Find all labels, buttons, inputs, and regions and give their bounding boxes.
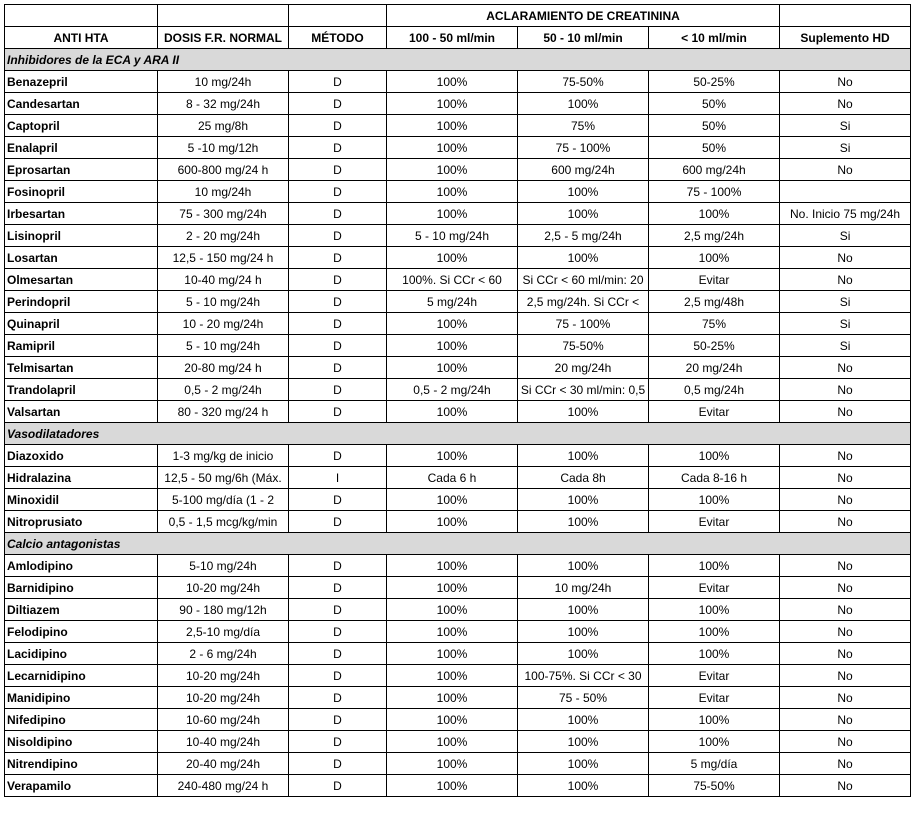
normal-dose-cell: 10-40 mg/24 h — [158, 269, 289, 291]
method-cell: D — [289, 445, 387, 467]
normal-dose-cell: 2,5-10 mg/día — [158, 621, 289, 643]
ccr-100-50-cell: 100% — [387, 511, 518, 533]
normal-dose-cell: 0,5 - 1,5 mcg/kg/min — [158, 511, 289, 533]
hd-supplement-cell: Si — [780, 291, 911, 313]
table-row — [5, 93, 911, 115]
ccr-100-50-cell: 100%. Si CCr < 60 — [387, 269, 518, 291]
ccr-under-10-cell: 2,5 mg/24h — [649, 225, 780, 247]
normal-dose-cell: 10-40 mg/24h — [158, 731, 289, 753]
table-row — [5, 313, 911, 335]
ccr-under-10-cell: 20 mg/24h — [649, 357, 780, 379]
ccr-50-10-cell: 75% — [518, 115, 649, 137]
drug-name-cell: Trandolapril — [5, 379, 158, 401]
table-row — [5, 511, 911, 533]
hd-supplement-cell: No — [780, 555, 911, 577]
ccr-50-10-cell: 100% — [518, 401, 649, 423]
ccr-under-10-cell: 100% — [649, 599, 780, 621]
method-cell: D — [289, 401, 387, 423]
table-row — [5, 357, 911, 379]
normal-dose-cell: 90 - 180 mg/12h — [158, 599, 289, 621]
drug-name-cell: Ramipril — [5, 335, 158, 357]
table-row — [5, 555, 911, 577]
ccr-100-50-cell: 100% — [387, 753, 518, 775]
hd-supplement-cell: No — [780, 247, 911, 269]
drug-name-cell: Enalapril — [5, 137, 158, 159]
method-cell: D — [289, 357, 387, 379]
method-cell: D — [289, 137, 387, 159]
method-cell: I — [289, 467, 387, 489]
normal-dose-cell: 2 - 6 mg/24h — [158, 643, 289, 665]
table-row — [5, 115, 911, 137]
ccr-under-10-cell: Evitar — [649, 577, 780, 599]
ccr-50-10-cell: 100% — [518, 643, 649, 665]
hd-supplement-cell: Si — [780, 115, 911, 137]
column-header-ccr-100-50: 100 - 50 ml/min — [387, 27, 518, 49]
drug-name-cell: Eprosartan — [5, 159, 158, 181]
hd-supplement-cell: No — [780, 753, 911, 775]
column-header-ccr-under-10: < 10 ml/min — [649, 27, 780, 49]
table-row — [5, 643, 911, 665]
table-row — [5, 467, 911, 489]
ccr-under-10-cell: 2,5 mg/48h — [649, 291, 780, 313]
ccr-100-50-cell: 100% — [387, 775, 518, 797]
drug-name-cell: Lecarnidipino — [5, 665, 158, 687]
ccr-100-50-cell: 100% — [387, 401, 518, 423]
drug-name-cell: Lisinopril — [5, 225, 158, 247]
section-row — [5, 423, 911, 445]
ccr-50-10-cell: 100% — [518, 247, 649, 269]
hd-supplement-cell: No — [780, 577, 911, 599]
table-row — [5, 379, 911, 401]
table-header — [5, 5, 911, 49]
hd-supplement-cell: No — [780, 71, 911, 93]
table-row — [5, 401, 911, 423]
method-cell: D — [289, 181, 387, 203]
ccr-100-50-cell: 0,5 - 2 mg/24h — [387, 379, 518, 401]
ccr-under-10-cell: Evitar — [649, 511, 780, 533]
table-row — [5, 291, 911, 313]
ccr-under-10-cell: 75% — [649, 313, 780, 335]
ccr-50-10-cell: Cada 8h — [518, 467, 649, 489]
drug-name-cell: Nitroprusiato — [5, 511, 158, 533]
drug-name-cell: Nifedipino — [5, 709, 158, 731]
ccr-100-50-cell: 100% — [387, 335, 518, 357]
header-blank-cell — [780, 5, 911, 27]
ccr-under-10-cell: Evitar — [649, 401, 780, 423]
normal-dose-cell: 75 - 300 mg/24h — [158, 203, 289, 225]
normal-dose-cell: 5 - 10 mg/24h — [158, 335, 289, 357]
section-row — [5, 49, 911, 71]
method-cell: D — [289, 159, 387, 181]
normal-dose-cell: 25 mg/8h — [158, 115, 289, 137]
section-title: Inhibidores de la ECA y ARA II — [5, 49, 911, 71]
hd-supplement-cell: No. Inicio 75 mg/24h — [780, 203, 911, 225]
ccr-100-50-cell: 100% — [387, 709, 518, 731]
ccr-50-10-cell: 100% — [518, 555, 649, 577]
table-row — [5, 775, 911, 797]
ccr-50-10-cell: 2,5 - 5 mg/24h — [518, 225, 649, 247]
drug-name-cell: Diazoxido — [5, 445, 158, 467]
hd-supplement-cell: Si — [780, 313, 911, 335]
drug-name-cell: Manidipino — [5, 687, 158, 709]
ccr-50-10-cell: 2,5 mg/24h. Si CCr < — [518, 291, 649, 313]
hd-supplement-cell: No — [780, 269, 911, 291]
drug-name-cell: Telmisartan — [5, 357, 158, 379]
method-cell: D — [289, 269, 387, 291]
drug-name-cell: Valsartan — [5, 401, 158, 423]
ccr-100-50-cell: 100% — [387, 665, 518, 687]
ccr-under-10-cell: Cada 8-16 h — [649, 467, 780, 489]
table-row — [5, 445, 911, 467]
hd-supplement-cell — [780, 181, 911, 203]
ccr-50-10-cell: 100% — [518, 445, 649, 467]
normal-dose-cell: 12,5 - 50 mg/6h (Máx. — [158, 467, 289, 489]
hd-supplement-cell: No — [780, 357, 911, 379]
table-row — [5, 577, 911, 599]
ccr-under-10-cell: 100% — [649, 709, 780, 731]
method-cell: D — [289, 291, 387, 313]
hd-supplement-cell: No — [780, 159, 911, 181]
ccr-under-10-cell: 100% — [649, 247, 780, 269]
normal-dose-cell: 240-480 mg/24 h — [158, 775, 289, 797]
table-row — [5, 137, 911, 159]
ccr-100-50-cell: 100% — [387, 115, 518, 137]
ccr-100-50-cell: 100% — [387, 577, 518, 599]
table-row — [5, 709, 911, 731]
table-row — [5, 753, 911, 775]
ccr-50-10-cell: 75 - 50% — [518, 687, 649, 709]
ccr-50-10-cell: 100% — [518, 731, 649, 753]
ccr-100-50-cell: 5 mg/24h — [387, 291, 518, 313]
column-header-drug: ANTI HTA — [5, 27, 158, 49]
normal-dose-cell: 1-3 mg/kg de inicio — [158, 445, 289, 467]
ccr-50-10-cell: 100% — [518, 775, 649, 797]
ccr-under-10-cell: Evitar — [649, 665, 780, 687]
ccr-100-50-cell: 100% — [387, 445, 518, 467]
normal-dose-cell: 8 - 32 mg/24h — [158, 93, 289, 115]
method-cell: D — [289, 511, 387, 533]
drug-name-cell: Amlodipino — [5, 555, 158, 577]
method-cell: D — [289, 313, 387, 335]
method-cell: D — [289, 753, 387, 775]
table-row — [5, 621, 911, 643]
drug-name-cell: Captopril — [5, 115, 158, 137]
ccr-100-50-cell: 100% — [387, 599, 518, 621]
hd-supplement-cell: Si — [780, 335, 911, 357]
hd-supplement-cell: No — [780, 621, 911, 643]
ccr-100-50-cell: 100% — [387, 93, 518, 115]
ccr-50-10-cell: Si CCr < 60 ml/min: 20 — [518, 269, 649, 291]
normal-dose-cell: 20-40 mg/24h — [158, 753, 289, 775]
ccr-under-10-cell: Evitar — [649, 687, 780, 709]
ccr-100-50-cell: 100% — [387, 313, 518, 335]
table-body — [5, 49, 911, 797]
normal-dose-cell: 5 - 10 mg/24h — [158, 291, 289, 313]
ccr-50-10-cell: 75 - 100% — [518, 313, 649, 335]
hd-supplement-cell: No — [780, 709, 911, 731]
ccr-under-10-cell: 50% — [649, 115, 780, 137]
drug-name-cell: Irbesartan — [5, 203, 158, 225]
table-row — [5, 247, 911, 269]
ccr-under-10-cell: 50% — [649, 93, 780, 115]
ccr-50-10-cell: 100% — [518, 753, 649, 775]
drug-name-cell: Fosinopril — [5, 181, 158, 203]
table-row — [5, 203, 911, 225]
hd-supplement-cell: No — [780, 731, 911, 753]
ccr-100-50-cell: 100% — [387, 621, 518, 643]
hd-supplement-cell: Si — [780, 137, 911, 159]
ccr-50-10-cell: 20 mg/24h — [518, 357, 649, 379]
header-blank-cell — [289, 5, 387, 27]
hd-supplement-cell: No — [780, 445, 911, 467]
ccr-100-50-cell: 100% — [387, 643, 518, 665]
ccr-50-10-cell: 100% — [518, 511, 649, 533]
drug-name-cell: Perindopril — [5, 291, 158, 313]
drug-name-cell: Olmesartan — [5, 269, 158, 291]
method-cell: D — [289, 93, 387, 115]
ccr-50-10-cell: Si CCr < 30 ml/min: 0,5 — [518, 379, 649, 401]
ccr-50-10-cell: 100% — [518, 709, 649, 731]
method-cell: D — [289, 643, 387, 665]
ccr-100-50-cell: 100% — [387, 137, 518, 159]
method-cell: D — [289, 599, 387, 621]
ccr-100-50-cell: 100% — [387, 687, 518, 709]
table-row — [5, 159, 911, 181]
hd-supplement-cell: No — [780, 643, 911, 665]
header-blank-cell — [5, 5, 158, 27]
hd-supplement-cell: No — [780, 599, 911, 621]
normal-dose-cell: 12,5 - 150 mg/24 h — [158, 247, 289, 269]
method-cell: D — [289, 225, 387, 247]
normal-dose-cell: 5-10 mg/24h — [158, 555, 289, 577]
column-header-hd-supplement: Suplemento HD — [780, 27, 911, 49]
drug-name-cell: Nitrendipino — [5, 753, 158, 775]
normal-dose-cell: 600-800 mg/24 h — [158, 159, 289, 181]
method-cell: D — [289, 731, 387, 753]
table-row — [5, 181, 911, 203]
drug-name-cell: Minoxidil — [5, 489, 158, 511]
ccr-100-50-cell: 100% — [387, 71, 518, 93]
method-cell: D — [289, 621, 387, 643]
ccr-50-10-cell: 100% — [518, 599, 649, 621]
hd-supplement-cell: No — [780, 489, 911, 511]
method-cell: D — [289, 489, 387, 511]
ccr-50-10-cell: 75-50% — [518, 335, 649, 357]
hd-supplement-cell: No — [780, 401, 911, 423]
ccr-under-10-cell: 50-25% — [649, 335, 780, 357]
ccr-under-10-cell: 0,5 mg/24h — [649, 379, 780, 401]
header-blank-cell — [158, 5, 289, 27]
column-header-normal-dose: DOSIS F.R. NORMAL — [158, 27, 289, 49]
ccr-100-50-cell: 5 - 10 mg/24h — [387, 225, 518, 247]
ccr-under-10-cell: 100% — [649, 731, 780, 753]
method-cell: D — [289, 335, 387, 357]
normal-dose-cell: 10 mg/24h — [158, 71, 289, 93]
hd-supplement-cell: No — [780, 687, 911, 709]
column-header-method: MÉTODO — [289, 27, 387, 49]
ccr-100-50-cell: 100% — [387, 203, 518, 225]
table-row — [5, 489, 911, 511]
table-row — [5, 687, 911, 709]
column-header-ccr-50-10: 50 - 10 ml/min — [518, 27, 649, 49]
normal-dose-cell: 5-100 mg/día (1 - 2 — [158, 489, 289, 511]
hd-supplement-cell: No — [780, 511, 911, 533]
drug-name-cell: Lacidipino — [5, 643, 158, 665]
section-row — [5, 533, 911, 555]
ccr-50-10-cell: 100% — [518, 181, 649, 203]
method-cell: D — [289, 71, 387, 93]
normal-dose-cell: 10-60 mg/24h — [158, 709, 289, 731]
table-row — [5, 335, 911, 357]
drug-name-cell: Candesartan — [5, 93, 158, 115]
ccr-under-10-cell: 100% — [649, 489, 780, 511]
method-cell: D — [289, 203, 387, 225]
ccr-50-10-cell: 100% — [518, 203, 649, 225]
ccr-50-10-cell: 600 mg/24h — [518, 159, 649, 181]
ccr-under-10-cell: Evitar — [649, 269, 780, 291]
normal-dose-cell: 10-20 mg/24h — [158, 665, 289, 687]
hd-supplement-cell: Si — [780, 225, 911, 247]
section-title: Calcio antagonistas — [5, 533, 911, 555]
creatinine-clearance-group-header: ACLARAMIENTO DE CREATININA — [387, 5, 780, 27]
normal-dose-cell: 5 -10 mg/12h — [158, 137, 289, 159]
ccr-100-50-cell: 100% — [387, 731, 518, 753]
normal-dose-cell: 10 mg/24h — [158, 181, 289, 203]
table-row — [5, 731, 911, 753]
ccr-under-10-cell: 50-25% — [649, 71, 780, 93]
ccr-under-10-cell: 75 - 100% — [649, 181, 780, 203]
method-cell: D — [289, 665, 387, 687]
method-cell: D — [289, 687, 387, 709]
method-cell: D — [289, 115, 387, 137]
ccr-100-50-cell: 100% — [387, 357, 518, 379]
method-cell: D — [289, 247, 387, 269]
drug-name-cell: Losartan — [5, 247, 158, 269]
ccr-50-10-cell: 100-75%. Si CCr < 30 — [518, 665, 649, 687]
ccr-50-10-cell: 75-50% — [518, 71, 649, 93]
hd-supplement-cell: No — [780, 775, 911, 797]
method-cell: D — [289, 709, 387, 731]
hd-supplement-cell: No — [780, 93, 911, 115]
table-row — [5, 269, 911, 291]
ccr-50-10-cell: 100% — [518, 621, 649, 643]
normal-dose-cell: 2 - 20 mg/24h — [158, 225, 289, 247]
drug-name-cell: Nisoldipino — [5, 731, 158, 753]
hd-supplement-cell: No — [780, 665, 911, 687]
ccr-50-10-cell: 100% — [518, 93, 649, 115]
method-cell: D — [289, 555, 387, 577]
method-cell: D — [289, 577, 387, 599]
ccr-under-10-cell: 100% — [649, 643, 780, 665]
ccr-100-50-cell: Cada 6 h — [387, 467, 518, 489]
table-row — [5, 225, 911, 247]
hd-supplement-cell: No — [780, 467, 911, 489]
normal-dose-cell: 20-80 mg/24 h — [158, 357, 289, 379]
normal-dose-cell: 10-20 mg/24h — [158, 687, 289, 709]
ccr-under-10-cell: 5 mg/día — [649, 753, 780, 775]
section-title: Vasodilatadores — [5, 423, 911, 445]
hd-supplement-cell: No — [780, 379, 911, 401]
drug-name-cell: Diltiazem — [5, 599, 158, 621]
ccr-100-50-cell: 100% — [387, 159, 518, 181]
normal-dose-cell: 10-20 mg/24h — [158, 577, 289, 599]
ccr-100-50-cell: 100% — [387, 489, 518, 511]
table-row — [5, 665, 911, 687]
ccr-50-10-cell: 10 mg/24h — [518, 577, 649, 599]
normal-dose-cell: 80 - 320 mg/24 h — [158, 401, 289, 423]
drug-name-cell: Barnidipino — [5, 577, 158, 599]
renal-dosing-table — [4, 4, 911, 797]
ccr-100-50-cell: 100% — [387, 247, 518, 269]
ccr-100-50-cell: 100% — [387, 181, 518, 203]
table-row — [5, 71, 911, 93]
drug-name-cell: Verapamilo — [5, 775, 158, 797]
ccr-under-10-cell: 100% — [649, 445, 780, 467]
method-cell: D — [289, 379, 387, 401]
ccr-under-10-cell: 600 mg/24h — [649, 159, 780, 181]
ccr-under-10-cell: 100% — [649, 555, 780, 577]
method-cell: D — [289, 775, 387, 797]
ccr-100-50-cell: 100% — [387, 555, 518, 577]
drug-name-cell: Quinapril — [5, 313, 158, 335]
ccr-under-10-cell: 100% — [649, 203, 780, 225]
ccr-under-10-cell: 50% — [649, 137, 780, 159]
ccr-50-10-cell: 75 - 100% — [518, 137, 649, 159]
table-row — [5, 599, 911, 621]
normal-dose-cell: 0,5 - 2 mg/24h — [158, 379, 289, 401]
ccr-under-10-cell: 75-50% — [649, 775, 780, 797]
drug-name-cell: Felodipino — [5, 621, 158, 643]
drug-name-cell: Benazepril — [5, 71, 158, 93]
ccr-50-10-cell: 100% — [518, 489, 649, 511]
normal-dose-cell: 10 - 20 mg/24h — [158, 313, 289, 335]
ccr-under-10-cell: 100% — [649, 621, 780, 643]
drug-name-cell: Hidralazina — [5, 467, 158, 489]
